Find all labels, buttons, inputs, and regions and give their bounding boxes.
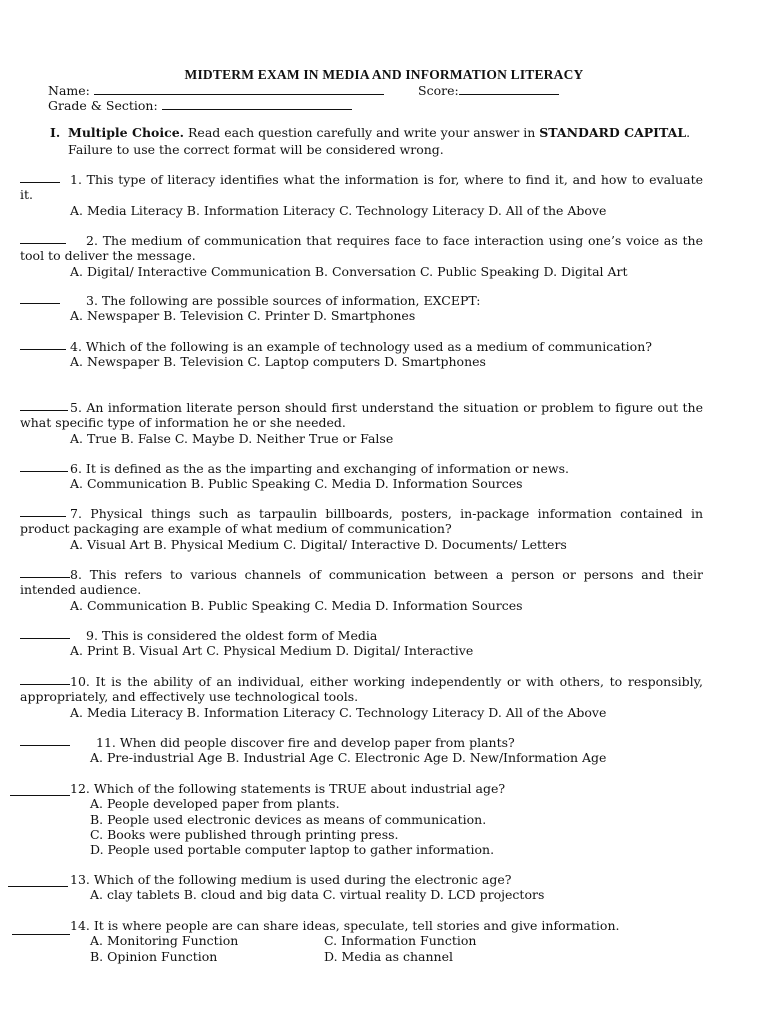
question-options: A. Visual Art B. Physical Medium C. Digital/ Interactive D. Documents/ Letters: [70, 536, 567, 552]
grade-section-field[interactable]: [162, 99, 352, 110]
section-instructions: [50, 124, 710, 158]
question-13: [20, 872, 703, 903]
question-option-c: C. Information Function: [324, 933, 477, 949]
question-2: [20, 233, 703, 279]
question-stem: 8. This refers to various channels of communication between a person or persons and their intended audience.: [20, 567, 703, 598]
section-heading: Multiple Choice.: [68, 125, 185, 140]
answer-blank[interactable]: [20, 628, 70, 639]
options-row-2: [20, 949, 703, 964]
question-9: [20, 628, 703, 659]
question-stem: 12. Which of the following statements is TRUE about industrial age?: [70, 781, 506, 796]
question-stem: 10. It is the ability of an individual, either working independently or with others, to responsibly, appropriately, and effectively use technological tools.: [20, 674, 703, 705]
answer-blank[interactable]: [20, 674, 70, 685]
question-1: [20, 172, 703, 218]
question-7: [20, 506, 703, 552]
answer-blank[interactable]: [20, 172, 60, 183]
exam-title: MIDTERM EXAM IN MEDIA AND INFORMATION LITERACY: [184, 67, 584, 82]
score-label: Score:: [418, 83, 459, 98]
question-8: [20, 567, 703, 613]
answer-blank[interactable]: [20, 233, 66, 244]
question-option-b: B. Opinion Function: [90, 948, 218, 964]
question-stem: 9. This is considered the oldest form of Media: [86, 628, 378, 643]
question-option-b: B. People used electronic devices as means of communication.: [90, 811, 487, 827]
answer-blank[interactable]: [10, 785, 70, 796]
question-option-a: A. People developed paper from plants.: [90, 796, 340, 812]
question-options: A. Pre-industrial Age B. Industrial Age C. Electronic Age D. New/Information Age: [90, 750, 607, 766]
grade-section-line: [48, 98, 352, 113]
question-options: A. Media Literacy B. Information Literacy C. Technology Literacy D. All of the Above: [70, 704, 607, 720]
section-number: I.: [50, 125, 61, 140]
question-10: [20, 674, 703, 720]
score-line: [418, 83, 559, 98]
question-options: A. Communication B. Public Speaking C. Media D. Information Sources: [70, 476, 523, 492]
question-option-c: C. Books were published through printing press.: [90, 826, 399, 842]
question-stem: 3. The following are possible sources of information, EXCEPT:: [86, 293, 481, 308]
question-stem: 7. Physical things such as tarpaulin billboards, posters, in-package information contained in product packaging are example of what medium of communication?: [20, 506, 703, 537]
question-stem: 5. An information literate person should first understand the situation or problem to figure out the what specific type of information he or she needed.: [20, 400, 703, 431]
name-field[interactable]: [94, 84, 384, 95]
question-stem: 2. The medium of communication that requires face to face interaction using one’s voice as the tool to deliver the message.: [20, 233, 703, 264]
question-option-d: D. Media as channel: [324, 948, 453, 964]
answer-blank[interactable]: [8, 876, 68, 887]
answer-blank[interactable]: [20, 293, 60, 304]
question-options: A. Newspaper B. Television C. Printer D. Smartphones: [70, 308, 416, 324]
question-3: [20, 293, 703, 324]
answer-blank[interactable]: [20, 400, 68, 411]
answer-blank[interactable]: [20, 339, 66, 350]
question-options: A. True B. False C. Maybe D. Neither True or False: [70, 430, 394, 446]
question-6: [20, 461, 703, 492]
question-stem: 4. Which of the following is an example of technology used as a medium of communication?: [70, 339, 652, 354]
question-options: A. clay tablets B. cloud and big data C. virtual reality D. LCD projectors: [90, 887, 545, 903]
answer-blank[interactable]: [20, 735, 70, 746]
question-option-d: D. People used portable computer laptop to gather information.: [90, 842, 495, 858]
question-stem: 1. This type of literacy identifies what the information is for, where to find it, and how to evaluate it.: [20, 172, 703, 203]
question-options: A. Media Literacy B. Information Literacy C. Technology Literacy D. All of the Above: [70, 202, 607, 218]
question-options: A. Communication B. Public Speaking C. Media D. Information Sources: [70, 597, 523, 613]
question-stem: 6. It is defined as the as the imparting and exchanging of information or news.: [70, 461, 569, 476]
name-line: [48, 83, 384, 98]
answer-blank[interactable]: [20, 567, 70, 578]
question-4: [20, 339, 703, 370]
answer-blank[interactable]: [20, 461, 68, 472]
question-stem: 13. Which of the following medium is used during the electronic age?: [70, 872, 512, 887]
question-5: [20, 400, 703, 446]
answer-blank[interactable]: [20, 506, 66, 517]
question-options: A. Digital/ Interactive Communication B. Conversation C. Public Speaking D. Digital Art: [70, 263, 628, 279]
name-label: Name:: [48, 83, 90, 98]
grade-section-label: Grade & Section:: [48, 98, 158, 113]
question-stem: 14. It is where people are can share ideas, speculate, tell stories and give information.: [70, 918, 620, 933]
question-options: A. Newspaper B. Television C. Laptop computers D. Smartphones: [70, 354, 486, 370]
question-stem: 11. When did people discover fire and develop paper from plants?: [96, 735, 515, 750]
instruction-text-b: . Failure to use the correct format will be considered wrong.: [68, 125, 691, 157]
question-12: [20, 781, 703, 857]
question-option-a: A. Monitoring Function: [90, 933, 239, 949]
instruction-text-a: Read each question carefully and write your answer in: [188, 125, 536, 140]
question-14: [20, 918, 703, 964]
question-options: A. Print B. Visual Art C. Physical Medium D. Digital/ Interactive: [70, 643, 474, 659]
options-row-1: [20, 933, 703, 948]
question-11: [20, 735, 703, 766]
instruction-emphasis: STANDARD CAPITAL: [539, 125, 687, 140]
score-field[interactable]: [459, 84, 559, 95]
